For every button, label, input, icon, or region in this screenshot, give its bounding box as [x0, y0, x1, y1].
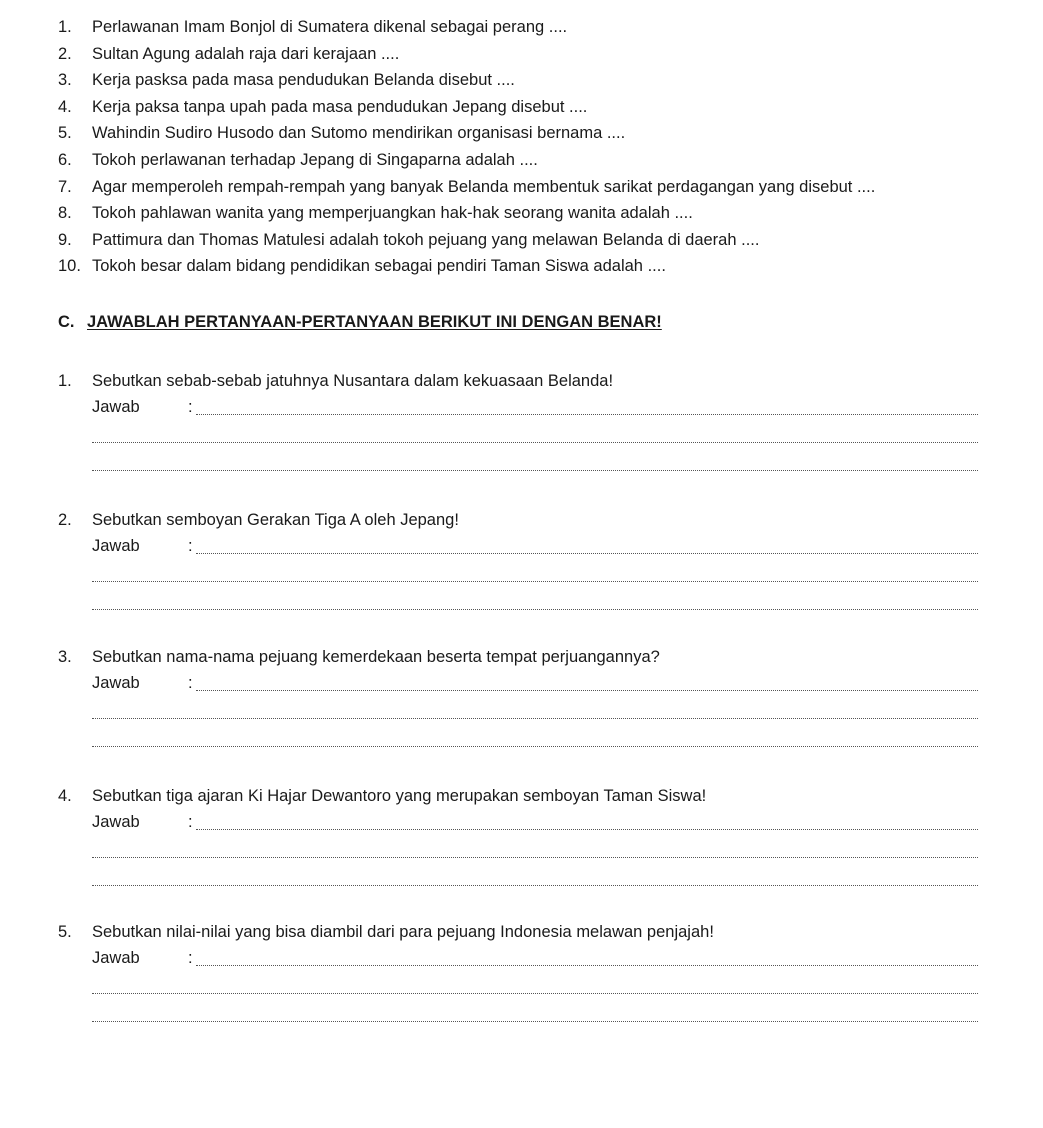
question-text: Agar memperoleh rempah-rempah yang banyak Belanda membentuk sarikat perdagangan yang disebut .... [92, 177, 876, 196]
fill-in-question [58, 120, 1018, 147]
fill-in-question-list [58, 14, 1018, 280]
fill-in-question [58, 41, 1018, 68]
question-text: Tokoh pahlawan wanita yang memperjuangkan hak-hak seorang wanita adalah .... [92, 204, 693, 223]
section-title: JAWABLAH PERTANYAAN-PERTANYAAN BERIKUT INI DENGAN BENAR! [87, 313, 662, 331]
dotted-answer-line [92, 442, 978, 443]
question-number: 3. [58, 648, 72, 666]
fill-in-question [58, 94, 1018, 121]
dotted-answer-line [92, 993, 978, 994]
question-number: 4. [58, 97, 72, 116]
essay-question [58, 645, 978, 753]
answer-line[interactable] [92, 697, 978, 725]
fill-in-question [58, 174, 1018, 201]
dotted-answer-line [92, 609, 978, 610]
question-number: 2. [58, 511, 72, 529]
dotted-answer-line [196, 553, 978, 554]
answer-line[interactable] [92, 836, 978, 864]
dotted-answer-line [196, 829, 978, 830]
question-number: 8. [58, 204, 72, 223]
question-text: Sebutkan nama-nama pejuang kemerdekaan beserta tempat perjuangannya? [92, 648, 660, 666]
question-text: Kerja paksa tanpa upah pada masa pendudukan Jepang disebut .... [92, 97, 588, 116]
question-number: 5. [58, 923, 72, 941]
question-text: Sebutkan nilai-nilai yang bisa diambil dari para pejuang Indonesia melawan penjajah! [92, 923, 714, 941]
question-number: 7. [58, 177, 72, 196]
essay-question-line [58, 920, 978, 944]
dotted-answer-line [92, 718, 978, 719]
answer-colon: : [188, 398, 193, 416]
answer-label: Jawab [92, 949, 140, 967]
question-text: Wahindin Sudiro Husodo dan Sutomo mendirikan organisasi bernama .... [92, 124, 626, 143]
fill-in-question [58, 14, 1018, 41]
answer-label: Jawab [92, 537, 140, 555]
question-number: 1. [58, 372, 72, 390]
dotted-answer-line [92, 470, 978, 471]
question-text: Sebutkan sebab-sebab jatuhnya Nusantara dalam kekuasaan Belanda! [92, 372, 614, 390]
question-text: Pattimura dan Thomas Matulesi adalah tokoh pejuang yang melawan Belanda di daerah .... [92, 230, 760, 249]
essay-question [58, 508, 978, 616]
question-text: Tokoh perlawanan terhadap Jepang di Singaparna adalah .... [92, 150, 538, 169]
question-text: Sebutkan tiga ajaran Ki Hajar Dewantoro yang merupakan semboyan Taman Siswa! [92, 787, 707, 805]
question-text: Sebutkan semboyan Gerakan Tiga A oleh Jepang! [92, 511, 459, 529]
question-number: 9. [58, 230, 72, 249]
answer-line[interactable] [92, 944, 978, 972]
dotted-answer-line [92, 857, 978, 858]
essay-question [58, 369, 978, 477]
fill-in-question [58, 227, 1018, 254]
answer-line[interactable] [92, 1000, 978, 1028]
answer-line[interactable] [92, 725, 978, 753]
answer-line[interactable] [92, 560, 978, 588]
question-text: Tokoh besar dalam bidang pendidikan sebagai pendiri Taman Siswa adalah .... [92, 257, 666, 276]
question-number: 10. [58, 257, 81, 276]
question-text: Sultan Agung adalah raja dari kerajaan .... [92, 44, 400, 63]
answer-colon: : [188, 674, 193, 692]
answer-colon: : [188, 813, 193, 831]
section-c-heading [58, 313, 662, 332]
fill-in-question [58, 253, 1018, 280]
question-text: Kerja pasksa pada masa pendudukan Belanda disebut .... [92, 71, 515, 90]
answer-line[interactable] [92, 808, 978, 836]
dotted-answer-line [196, 690, 978, 691]
dotted-answer-line [92, 746, 978, 747]
question-number: 6. [58, 150, 72, 169]
question-number: 2. [58, 44, 72, 63]
essay-question-line [58, 784, 978, 808]
essay-question [58, 920, 978, 1028]
answer-line[interactable] [92, 669, 978, 697]
answer-label: Jawab [92, 674, 140, 692]
answer-line[interactable] [92, 532, 978, 560]
dotted-answer-line [92, 885, 978, 886]
question-number: 5. [58, 124, 72, 143]
answer-colon: : [188, 537, 193, 555]
essay-question-line [58, 508, 978, 532]
question-text: Perlawanan Imam Bonjol di Sumatera dikenal sebagai perang .... [92, 18, 568, 36]
dotted-answer-line [196, 965, 978, 966]
fill-in-question [58, 67, 1018, 94]
answer-line[interactable] [92, 421, 978, 449]
essay-question [58, 784, 978, 892]
fill-in-question [58, 147, 1018, 174]
answer-label: Jawab [92, 398, 140, 416]
answer-label: Jawab [92, 813, 140, 831]
answer-line[interactable] [92, 393, 978, 421]
answer-line[interactable] [92, 864, 978, 892]
section-label: C. [58, 313, 75, 331]
dotted-answer-line [92, 1021, 978, 1022]
dotted-answer-line [92, 581, 978, 582]
dotted-answer-line [196, 414, 978, 415]
answer-colon: : [188, 949, 193, 967]
question-number: 4. [58, 787, 72, 805]
essay-question-line [58, 645, 978, 669]
answer-line[interactable] [92, 972, 978, 1000]
fill-in-question [58, 200, 1018, 227]
answer-line[interactable] [92, 588, 978, 616]
answer-line[interactable] [92, 449, 978, 477]
question-number: 3. [58, 71, 72, 90]
essay-question-line [58, 369, 978, 393]
question-number: 1. [58, 18, 72, 36]
